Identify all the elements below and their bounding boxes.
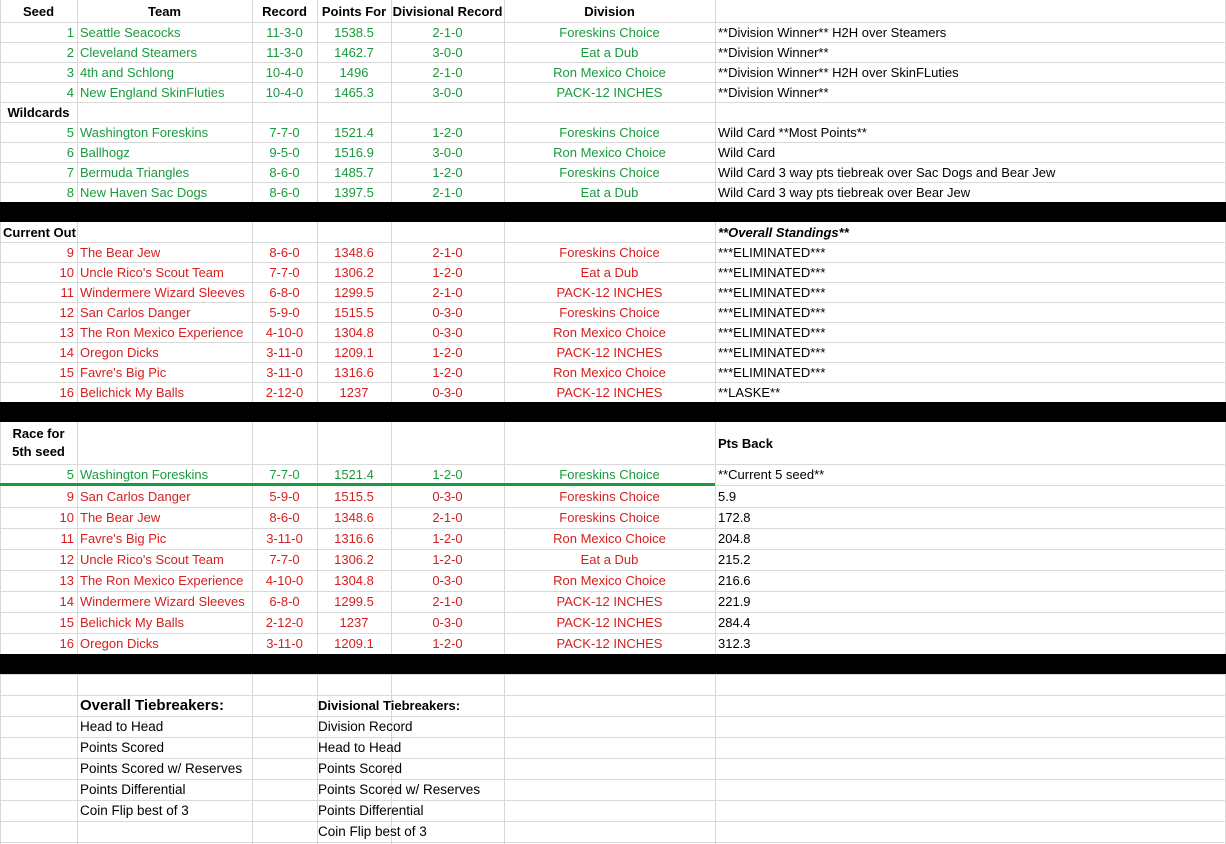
divisional-record-cell[interactable]: 1-2-0 [432, 164, 463, 180]
record-cell[interactable]: 4-10-0 [265, 324, 304, 340]
team-cell[interactable]: Cleveland Steamers [80, 44, 198, 60]
division-cell[interactable]: PACK-12 INCHES [556, 84, 663, 100]
record-cell[interactable]: 11-3-0 [266, 24, 303, 40]
gridline-horizontal [0, 674, 1226, 675]
points-for-cell[interactable]: 1485.7 [334, 164, 374, 180]
note-cell[interactable]: ***ELIMINATED*** [718, 344, 826, 360]
record-cell[interactable]: 7-7-0 [269, 552, 300, 567]
record-cell[interactable]: 2-12-0 [265, 384, 304, 400]
division-cell[interactable]: Eat a Dub [580, 264, 639, 280]
division-cell[interactable]: PACK-12 INCHES [556, 384, 663, 400]
record-cell[interactable]: 8-6-0 [269, 510, 300, 525]
team-cell[interactable]: New Haven Sac Dogs [80, 184, 208, 200]
seed-cell[interactable]: 16 [59, 636, 74, 651]
team-cell[interactable]: San Carlos Danger [80, 304, 191, 320]
points-for-cell[interactable]: 1348.6 [334, 244, 374, 260]
seed-cell[interactable]: 11 [60, 284, 74, 300]
header-seed[interactable]: Seed [22, 3, 55, 19]
points-for-cell[interactable]: 1521.4 [334, 124, 374, 140]
division-cell[interactable]: PACK-12 INCHES [556, 594, 663, 609]
team-cell[interactable]: Washington Foreskins [80, 467, 209, 482]
team-cell[interactable]: Favre's Big Pic [80, 364, 167, 380]
team-cell[interactable]: Belichick My Balls [80, 615, 185, 630]
division-cell[interactable]: Foreskins Choice [559, 467, 660, 482]
division-cell[interactable]: Foreskins Choice [559, 489, 660, 504]
seed-cell[interactable]: 5 [66, 467, 74, 482]
division-cell[interactable]: Foreskins Choice [559, 510, 660, 525]
points-for-cell[interactable]: 1304.8 [334, 573, 374, 588]
divisional-record-cell[interactable]: 0-3-0 [432, 489, 463, 504]
header-team[interactable]: Team [148, 3, 181, 19]
record-cell[interactable]: 3-11-0 [266, 364, 303, 380]
divisional-tiebreakers-title[interactable]: Divisional Tiebreakers: [318, 698, 461, 713]
header-division[interactable]: Division [584, 3, 635, 19]
race-label-line: 5th seed [12, 444, 65, 459]
record-cell[interactable]: 3-11-0 [266, 531, 303, 546]
team-cell[interactable]: Washington Foreskins [80, 124, 209, 140]
divisional-record-cell[interactable]: 0-3-0 [432, 304, 463, 320]
division-cell[interactable]: Ron Mexico Choice [553, 64, 666, 80]
record-cell[interactable]: 3-11-0 [266, 636, 303, 651]
points-for-cell[interactable]: 1515.5 [334, 489, 374, 504]
points-for-cell[interactable]: 1496 [339, 64, 369, 80]
note-cell[interactable]: 221.9 [718, 594, 751, 609]
points-for-cell[interactable]: 1521.4 [334, 467, 374, 482]
division-cell[interactable]: Foreskins Choice [559, 164, 660, 180]
points-for-cell[interactable]: 1209.1 [334, 344, 374, 360]
overall-tiebreaker-item[interactable]: Points Scored [80, 739, 165, 755]
divisional-record-cell[interactable]: 2-1-0 [432, 244, 463, 260]
race-label-line: Race for [12, 426, 65, 441]
note-cell[interactable]: 312.3 [718, 636, 751, 651]
team-cell[interactable]: Windermere Wizard Sleeves [80, 284, 245, 300]
seed-cell[interactable]: 13 [59, 324, 74, 340]
seed-cell[interactable]: 4 [66, 84, 74, 100]
seed-cell[interactable]: 9 [66, 489, 74, 504]
note-cell[interactable]: ***ELIMINATED*** [718, 324, 826, 340]
divisional-record-cell[interactable]: 1-2-0 [432, 364, 463, 380]
seed-cell[interactable]: 16 [59, 384, 74, 400]
seed-cell[interactable]: 12 [59, 552, 74, 567]
divisional-record-cell[interactable]: 2-1-0 [432, 594, 463, 609]
record-cell[interactable]: 8-6-0 [269, 164, 300, 180]
note-cell[interactable]: Wild Card **Most Points** [718, 124, 867, 140]
overall-tiebreaker-item[interactable]: Points Scored w/ Reserves [80, 760, 243, 776]
record-cell[interactable]: 7-7-0 [269, 264, 300, 280]
divisional-record-cell[interactable]: 2-1-0 [432, 184, 463, 200]
note-cell[interactable]: 5.9 [718, 489, 737, 504]
separator-bar [0, 202, 1226, 222]
seed-cell[interactable]: 14 [59, 344, 74, 360]
record-cell[interactable]: 11-3-0 [266, 44, 303, 60]
seed-cell[interactable]: 8 [66, 184, 74, 200]
note-cell[interactable]: ***ELIMINATED*** [718, 304, 826, 320]
gridline-horizontal [0, 102, 1226, 103]
record-cell[interactable]: 8-6-0 [269, 244, 300, 260]
note-cell[interactable]: 172.8 [718, 510, 751, 525]
note-cell[interactable]: Wild Card 3 way pts tiebreak over Bear Jew [718, 184, 971, 200]
division-cell[interactable]: Foreskins Choice [559, 304, 660, 320]
points-for-cell[interactable]: 1209.1 [334, 636, 374, 651]
division-cell[interactable]: Eat a Dub [580, 552, 639, 567]
divisional-record-cell[interactable]: 1-2-0 [432, 124, 463, 140]
points-for-cell[interactable]: 1299.5 [334, 594, 374, 609]
seed-cell[interactable]: 2 [66, 44, 74, 60]
division-cell[interactable]: Ron Mexico Choice [553, 324, 666, 340]
team-cell[interactable]: 4th and Schlong [80, 64, 174, 80]
team-cell[interactable]: Seattle Seacocks [80, 24, 181, 40]
gridline-horizontal [0, 842, 1226, 843]
points-for-cell[interactable]: 1316.6 [334, 364, 374, 380]
divisional-record-cell[interactable]: 3-0-0 [432, 84, 463, 100]
division-cell[interactable]: Eat a Dub [580, 44, 639, 60]
record-cell[interactable]: 7-7-0 [269, 467, 300, 482]
points-for-cell[interactable]: 1465.3 [334, 84, 374, 100]
seed-cell[interactable]: 14 [59, 594, 74, 609]
team-cell[interactable]: Oregon Dicks [80, 636, 159, 651]
divisional-record-cell[interactable]: 1-2-0 [432, 467, 463, 482]
points-for-cell[interactable]: 1348.6 [334, 510, 374, 525]
note-cell[interactable]: 204.8 [718, 531, 751, 546]
seed-cell[interactable]: 13 [59, 573, 74, 588]
points-for-cell[interactable]: 1538.5 [334, 24, 374, 40]
division-cell[interactable]: PACK-12 INCHES [556, 284, 663, 300]
division-cell[interactable]: Foreskins Choice [559, 244, 660, 260]
overall-tiebreaker-item[interactable]: Coin Flip best of 3 [80, 802, 189, 818]
team-cell[interactable]: Bermuda Triangles [80, 164, 190, 180]
team-cell[interactable]: Ballhogz [80, 144, 130, 160]
divisional-record-cell[interactable]: 0-3-0 [432, 384, 463, 400]
overall-tiebreakers-title[interactable]: Overall Tiebreakers: [80, 697, 224, 714]
seed-cell[interactable]: 3 [66, 64, 74, 80]
divisional-record-cell[interactable]: 0-3-0 [432, 573, 463, 588]
points-for-cell[interactable]: 1316.6 [334, 531, 374, 546]
divisional-tiebreaker-item[interactable]: Coin Flip best of 3 [318, 823, 427, 839]
overall-tiebreaker-item[interactable]: Points Differential [80, 781, 186, 797]
divisional-tiebreaker-item[interactable]: Division Record [318, 718, 413, 734]
division-cell[interactable]: Ron Mexico Choice [553, 531, 666, 546]
divisional-record-cell[interactable]: 2-1-0 [432, 24, 463, 40]
gridline-horizontal [0, 821, 1226, 822]
points-for-cell[interactable]: 1237 [339, 615, 369, 630]
divisional-record-cell[interactable]: 2-1-0 [432, 510, 463, 525]
record-cell[interactable]: 5-9-0 [269, 489, 300, 504]
divisional-tiebreaker-item[interactable]: Points Differential [318, 802, 424, 818]
team-cell[interactable]: Uncle Rico's Scout Team [80, 264, 224, 280]
record-cell[interactable]: 9-5-0 [269, 144, 300, 160]
divisional-record-cell[interactable]: 1-2-0 [432, 344, 463, 360]
wildcards-label[interactable]: Wildcards [7, 104, 70, 120]
record-cell[interactable]: 5-9-0 [269, 304, 300, 320]
division-cell[interactable]: Ron Mexico Choice [553, 364, 666, 380]
points-for-cell[interactable]: 1306.2 [334, 552, 374, 567]
note-cell[interactable]: **Division Winner** [718, 44, 829, 60]
seed-cell[interactable]: 6 [66, 144, 74, 160]
divisional-record-cell[interactable]: 1-2-0 [432, 552, 463, 567]
divisional-record-cell[interactable]: 3-0-0 [432, 144, 463, 160]
seed-cell[interactable]: 9 [66, 244, 74, 260]
note-cell[interactable]: ***ELIMINATED*** [718, 244, 826, 260]
team-cell[interactable]: Windermere Wizard Sleeves [80, 594, 245, 609]
note-cell[interactable]: ***ELIMINATED*** [718, 264, 826, 280]
record-cell[interactable]: 10-4-0 [265, 84, 304, 100]
team-cell[interactable]: Uncle Rico's Scout Team [80, 552, 224, 567]
division-cell[interactable]: Ron Mexico Choice [553, 144, 666, 160]
record-cell[interactable]: 7-7-0 [269, 124, 300, 140]
record-cell[interactable]: 3-11-0 [266, 344, 303, 360]
points-for-cell[interactable]: 1237 [339, 384, 369, 400]
seed-cell[interactable]: 15 [59, 364, 74, 380]
team-cell[interactable]: Oregon Dicks [80, 344, 159, 360]
points-for-cell[interactable]: 1306.2 [334, 264, 374, 280]
seed-cell[interactable]: 10 [59, 264, 74, 280]
record-cell[interactable]: 4-10-0 [265, 573, 304, 588]
note-cell[interactable]: **Division Winner** H2H over Steamers [718, 24, 947, 40]
race-for-5th-seed-label[interactable] [0, 422, 77, 464]
divisional-record-cell[interactable]: 2-1-0 [432, 284, 463, 300]
divisional-record-cell[interactable]: 0-3-0 [432, 324, 463, 340]
points-for-cell[interactable]: 1299.5 [334, 284, 374, 300]
team-cell[interactable]: Belichick My Balls [80, 384, 185, 400]
divisional-tiebreaker-item[interactable]: Points Scored w/ Reserves [318, 781, 481, 797]
team-cell[interactable]: The Ron Mexico Experience [80, 573, 244, 588]
note-cell[interactable]: Wild Card 3 way pts tiebreak over Sac Dogs and Bear Jew [718, 164, 1056, 180]
divisional-tiebreaker-item[interactable]: Head to Head [318, 739, 402, 755]
seed-cell[interactable]: 5 [66, 124, 74, 140]
separator-bar [0, 402, 1226, 422]
record-cell[interactable]: 10-4-0 [265, 64, 304, 80]
division-cell[interactable]: Foreskins Choice [559, 24, 660, 40]
separator-bar [0, 654, 1226, 674]
header-divisional-record[interactable]: Divisional Record [392, 3, 503, 19]
team-cell[interactable]: Favre's Big Pic [80, 531, 167, 546]
note-cell[interactable]: Wild Card [718, 144, 776, 160]
division-cell[interactable]: Foreskins Choice [559, 124, 660, 140]
seed-cell[interactable]: 7 [66, 164, 74, 180]
team-cell[interactable]: The Bear Jew [80, 510, 161, 525]
seed-cell[interactable]: 12 [59, 304, 74, 320]
divisional-record-cell[interactable]: 0-3-0 [432, 615, 463, 630]
overall-standings-label[interactable]: **Overall Standings** [718, 224, 849, 240]
note-cell[interactable]: **Division Winner** [718, 84, 829, 100]
points-for-cell[interactable]: 1304.8 [334, 324, 374, 340]
team-cell[interactable]: The Bear Jew [80, 244, 161, 260]
division-cell[interactable]: Eat a Dub [580, 184, 639, 200]
divisional-record-cell[interactable]: 1-2-0 [432, 531, 463, 546]
points-for-cell[interactable]: 1397.5 [334, 184, 374, 200]
record-cell[interactable]: 6-8-0 [269, 284, 300, 300]
divisional-record-cell[interactable]: 1-2-0 [432, 636, 463, 651]
points-for-cell[interactable]: 1516.9 [334, 144, 374, 160]
seed-cell[interactable]: 1 [66, 24, 74, 40]
seed-cell[interactable]: 10 [59, 510, 74, 525]
points-for-cell[interactable]: 1515.5 [334, 304, 374, 320]
note-cell[interactable]: 216.6 [718, 573, 751, 588]
header-record[interactable]: Record [262, 3, 307, 19]
note-cell[interactable]: **Current 5 seed** [718, 467, 825, 482]
seed-cell[interactable]: 15 [59, 615, 74, 630]
header-points-for[interactable]: Points For [321, 3, 387, 19]
division-cell[interactable]: Ron Mexico Choice [553, 573, 666, 588]
note-cell[interactable]: 215.2 [718, 552, 751, 567]
divisional-record-cell[interactable]: 3-0-0 [432, 44, 463, 60]
note-cell[interactable]: **LASKE** [718, 384, 781, 400]
seed-cell[interactable]: 11 [60, 531, 74, 546]
team-cell[interactable]: San Carlos Danger [80, 489, 191, 504]
record-cell[interactable]: 8-6-0 [269, 184, 300, 200]
division-cell[interactable]: PACK-12 INCHES [556, 344, 663, 360]
note-cell[interactable]: ***ELIMINATED*** [718, 364, 826, 380]
points-for-cell[interactable]: 1462.7 [334, 44, 374, 60]
overall-tiebreaker-item[interactable]: Head to Head [80, 718, 164, 734]
note-cell[interactable]: ***ELIMINATED*** [718, 284, 826, 300]
division-cell[interactable]: PACK-12 INCHES [556, 636, 663, 651]
record-cell[interactable]: 6-8-0 [269, 594, 300, 609]
record-cell[interactable]: 2-12-0 [265, 615, 304, 630]
note-cell[interactable]: **Division Winner** H2H over SkinFLuties [718, 64, 959, 80]
divisional-record-cell[interactable]: 2-1-0 [432, 64, 463, 80]
team-cell[interactable]: The Ron Mexico Experience [80, 324, 244, 340]
team-cell[interactable]: New England SkinFluties [80, 84, 225, 100]
division-cell[interactable]: PACK-12 INCHES [556, 615, 663, 630]
divisional-record-cell[interactable]: 1-2-0 [432, 264, 463, 280]
current-out-label[interactable]: Current Out [3, 224, 76, 240]
divisional-tiebreaker-item[interactable]: Points Scored [318, 760, 403, 776]
pts-back-label[interactable]: Pts Back [718, 435, 773, 451]
note-cell[interactable]: 284.4 [718, 615, 751, 630]
